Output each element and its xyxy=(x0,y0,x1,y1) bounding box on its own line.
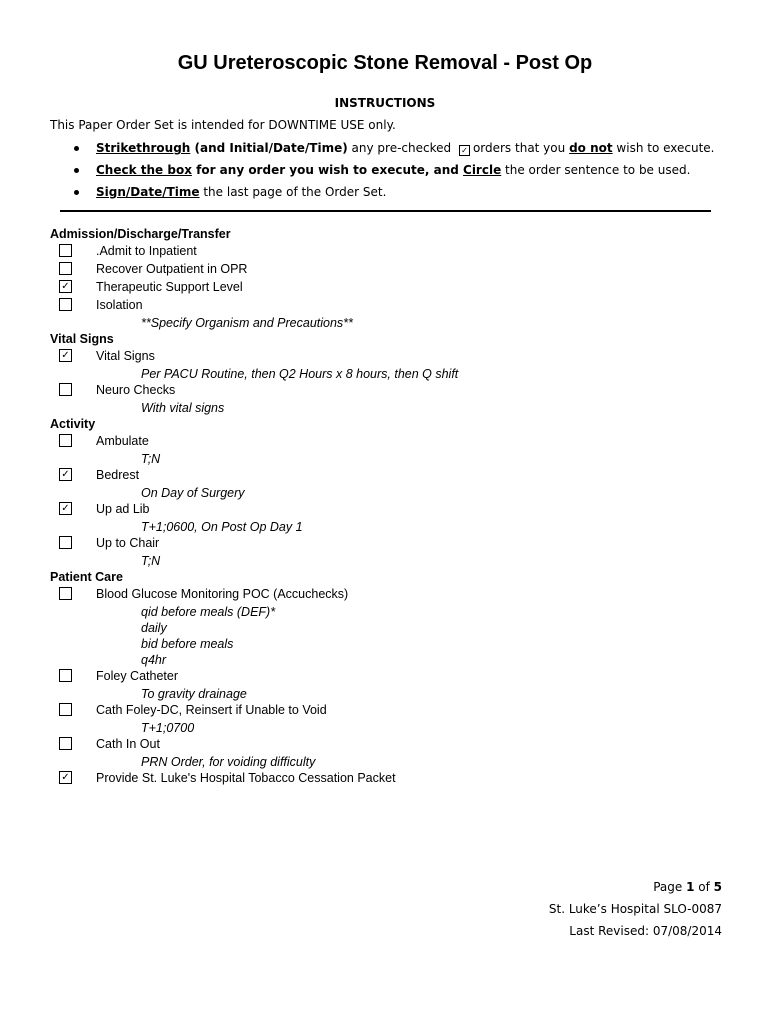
order-label: Up ad Lib xyxy=(96,502,150,516)
order-item xyxy=(50,586,730,668)
order-label: Provide St. Luke's Hospital Tobacco Cessation Packet xyxy=(96,771,396,785)
order-sentence: q4hr xyxy=(141,653,167,667)
order-sentence: T+1;0700 xyxy=(141,721,195,735)
instruction-strikethrough: Strikethrough (and Initial/Date/Time) any pre-checked ✓ orders that you do not wish to execute. xyxy=(70,140,715,162)
instruction-sign: Sign/Date/Time the last page of the Order Set. xyxy=(70,184,715,206)
order-label: Recover Outpatient in OPR xyxy=(96,262,248,276)
instructions-intro: This Paper Order Set is intended for DOWNTIME USE only. xyxy=(50,118,396,132)
order-label: Foley Catheter xyxy=(96,669,178,683)
page-footer xyxy=(549,876,722,942)
order-item xyxy=(50,261,730,279)
order-item xyxy=(50,736,730,770)
section-heading: Vital Signs xyxy=(50,332,114,346)
order-item xyxy=(50,243,730,261)
order-sentence: PRN Order, for voiding difficulty xyxy=(141,755,316,769)
order-label: Cath Foley-DC, Reinsert if Unable to Void xyxy=(96,703,327,717)
unchecked-checkbox[interactable] xyxy=(59,737,72,750)
checked-checkbox[interactable] xyxy=(59,771,72,784)
order-item xyxy=(50,467,730,501)
order-label: Therapeutic Support Level xyxy=(96,280,243,294)
order-item xyxy=(50,382,730,416)
order-sentence: To gravity drainage xyxy=(141,687,247,701)
hospital-code: St. Luke’s Hospital SLO-0087 xyxy=(548,902,722,916)
instruction-check-box: Check the box for any order you wish to execute, and Circle the order sentence to be used. xyxy=(70,162,715,184)
unchecked-checkbox[interactable] xyxy=(59,434,72,447)
order-list xyxy=(50,226,730,788)
order-label: Up to Chair xyxy=(96,536,160,550)
order-item xyxy=(50,535,730,569)
order-label: Ambulate xyxy=(96,434,149,448)
order-sentence: T;N xyxy=(141,452,161,466)
unchecked-checkbox[interactable] xyxy=(59,669,72,682)
instructions-list xyxy=(70,140,715,206)
section-heading: Activity xyxy=(50,417,96,431)
order-item xyxy=(50,348,730,382)
order-item xyxy=(50,279,730,297)
order-item xyxy=(50,501,730,535)
order-item xyxy=(50,297,730,331)
order-label: Cath In Out xyxy=(96,737,160,751)
order-label: Bedrest xyxy=(96,468,140,482)
section-heading: Admission/Discharge/Transfer xyxy=(50,227,231,241)
unchecked-checkbox[interactable] xyxy=(59,587,72,600)
order-item xyxy=(50,770,730,788)
page-title: GU Ureteroscopic Stone Removal - Post Op xyxy=(177,52,593,74)
unchecked-checkbox[interactable] xyxy=(59,244,72,257)
unchecked-checkbox[interactable] xyxy=(59,298,72,311)
order-label: Neuro Checks xyxy=(96,383,176,397)
checked-checkbox[interactable] xyxy=(59,349,72,362)
unchecked-checkbox[interactable] xyxy=(59,703,72,716)
order-sentence: qid before meals (DEF)* xyxy=(141,605,276,619)
order-sentence: With vital signs xyxy=(141,401,225,415)
page-number: Page 1 of 5 xyxy=(653,880,722,894)
order-label: Isolation xyxy=(96,298,143,312)
order-sentence: bid before meals xyxy=(141,637,234,651)
checked-checkbox[interactable] xyxy=(59,502,72,515)
checked-box-icon: ✓ xyxy=(459,145,470,156)
divider xyxy=(60,210,711,212)
order-label: Vital Signs xyxy=(96,349,155,363)
order-sentence: T;N xyxy=(141,554,161,568)
order-sentence: Per PACU Routine, then Q2 Hours x 8 hours, then Q shift xyxy=(141,367,459,381)
instructions-heading: INSTRUCTIONS xyxy=(334,96,436,110)
unchecked-checkbox[interactable] xyxy=(59,383,72,396)
unchecked-checkbox[interactable] xyxy=(59,262,72,275)
last-revised: Last Revised: 07/08/2014 xyxy=(569,924,722,938)
order-item xyxy=(50,668,730,702)
order-item xyxy=(50,433,730,467)
section-heading: Patient Care xyxy=(50,570,123,584)
order-label: .Admit to Inpatient xyxy=(96,244,197,258)
order-sentence: **Specify Organism and Precautions** xyxy=(141,316,353,330)
order-sentence: On Day of Surgery xyxy=(141,486,245,500)
order-item xyxy=(50,702,730,736)
unchecked-checkbox[interactable] xyxy=(59,536,72,549)
order-sentence: daily xyxy=(141,621,167,635)
order-label: Blood Glucose Monitoring POC (Accuchecks) xyxy=(96,587,349,601)
checked-checkbox[interactable] xyxy=(59,280,72,293)
checked-checkbox[interactable] xyxy=(59,468,72,481)
order-sentence: T+1;0600, On Post Op Day 1 xyxy=(141,520,303,534)
